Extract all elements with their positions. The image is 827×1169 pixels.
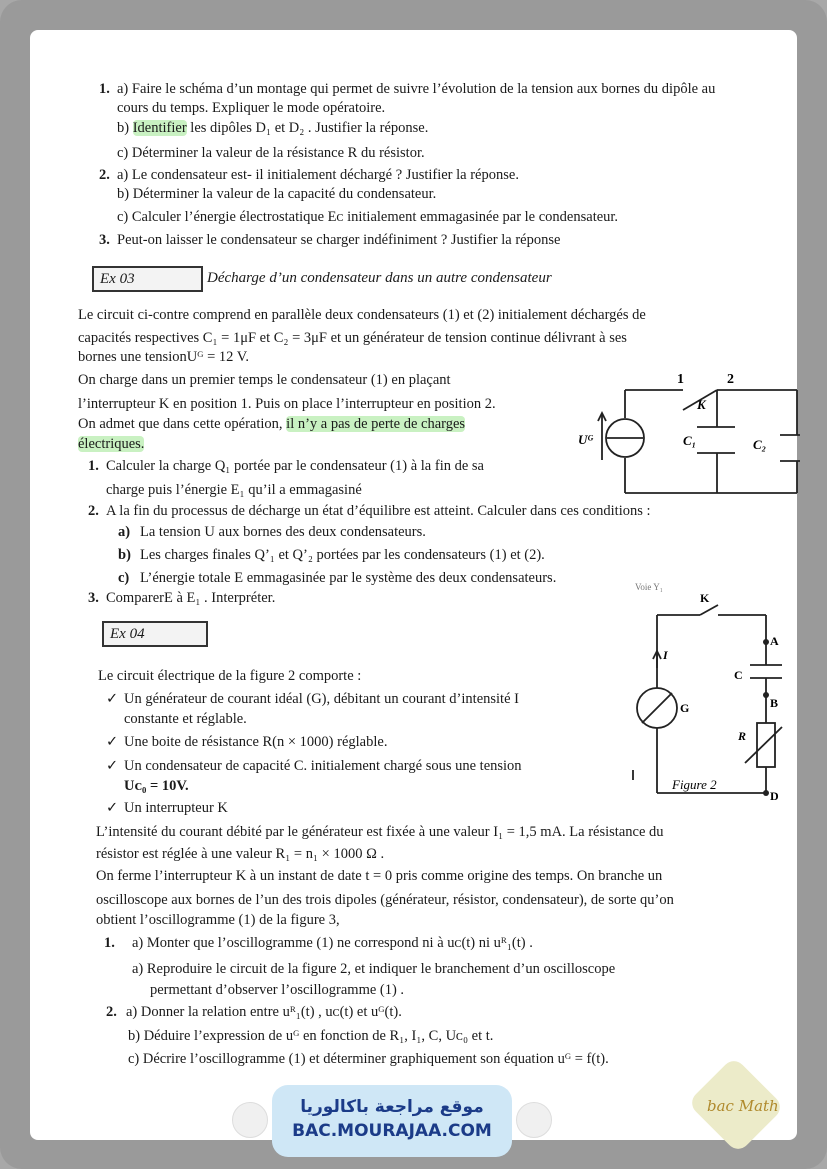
ex03-p7 [78, 435, 144, 453]
ex04-q1a: a) Monter que l’oscillogramme (1) ne correspond ni à uᴄ(t) ni uᴿ₁(t) . [132, 935, 533, 951]
ex04-figure-d: D [770, 789, 779, 803]
footer-right-logo [516, 1102, 552, 1138]
footer-arabic-title: موقع مراجعة باكالوريا [300, 1097, 484, 1117]
ex04-figure-i: I [663, 648, 668, 662]
highlighted-text: électriques. [78, 436, 145, 452]
ex03-circuit-c1: C₁ [683, 433, 697, 448]
ex03-q2a: La tension U aux bornes des deux condensateurs. [140, 524, 426, 540]
part1-q2-number: 2. [99, 167, 110, 183]
ex03-p3: bornes une tensionUᴳ = 12 V. [78, 349, 249, 365]
ex04-figure-caption: Figure 2 [672, 777, 717, 792]
ex03-label-box [92, 266, 203, 292]
ex03-circuit-pos1: 1 [677, 372, 684, 387]
footer-site-link[interactable]: BAC.MOURAJAA.COM [292, 1121, 492, 1141]
ex03-q2c: L’énergie totale E emmagasinée par le système des deux condensateurs. [140, 570, 557, 586]
ex04-q2c: c) Décrire l’oscillogramme (1) et déterminer graphiquement son équation uᴳ = f(t). [128, 1051, 609, 1067]
part1-q2a: a) Le condensateur est- il initialement déchargé ? Justifier la réponse. [117, 167, 519, 183]
ex03-q3: ComparerE à E₁ . Interpréter. [106, 590, 276, 606]
ex04-item2-check: ✓ [106, 734, 119, 750]
ex03-title: Décharge d’un condensateur dans un autre condensateur [207, 270, 552, 286]
ex04-figure-k: K [700, 591, 710, 605]
ex04-q2-number: 2. [106, 1004, 117, 1020]
part1-q2c: c) Calculer l’énergie électrostatique Eᴄ initialement emmagasinée par le condensateur. [117, 209, 619, 225]
part1-q3-number: 3. [99, 232, 110, 248]
ex04-figure-a: A [770, 634, 779, 648]
ex03-q2-number: 2. [88, 503, 99, 519]
ex04-intro: Le circuit électrique de la figure 2 comporte : [98, 668, 362, 684]
ex04-label-box [102, 621, 208, 647]
part1-q2b: b) Déterminer la valeur de la capacité du condensateur. [117, 186, 437, 202]
ex03-p6 [78, 415, 465, 433]
ex04-q2b: b) Déduire l’expression de uᴳ en fonction de R₁, I₁, C, Uᴄ₀ et t. [128, 1028, 494, 1044]
ex04-p5: obtient l’oscillogramme (1) de la figure 3, [96, 912, 340, 928]
ex03-p2: capacités respectives C₁ = 1μF et C₂ = 3μF et un générateur de tension continue délivrant à ses [78, 330, 627, 346]
part1-q1-number: 1. [99, 81, 110, 97]
part1-q1a: a) Faire le schéma d’un montage qui permet de suivre l’évolution de la tension aux bornes du dipôle au [117, 81, 716, 97]
ex04-p4: oscilloscope aux bornes de l’un des trois dipoles (générateur, résistor, condensateur), de sorte qu’on [96, 892, 674, 908]
ex03-q3-number: 3. [88, 590, 99, 606]
part1-q1b-post: les dipôles D₁ et D₂ . Justifier la réponse. [186, 120, 429, 136]
ex04-p3: On ferme l’interrupteur K à un instant de date t = 0 pris comme origine des temps. On branche un [96, 868, 663, 884]
ex04-item3a: Un condensateur de capacité C. initialement chargé sous une tension [124, 758, 522, 774]
bacmath-logo-text: bac Math [707, 1097, 779, 1115]
ex03-q2b: Les charges finales Q’₁ et Q’₂ portées par les condensateurs (1) et (2). [140, 547, 545, 563]
ex04-label: Ex 04 [110, 626, 145, 642]
ex04-figure-r: R [738, 729, 747, 743]
ex04-item1a: Un générateur de courant idéal (G), débitant un courant d’intensité I [124, 691, 519, 707]
ex04-item4: Un interrupteur K [124, 800, 228, 816]
ex04-figure-c: C [734, 668, 743, 682]
ex03-p1: Le circuit ci-contre comprend en parallèle deux condensateurs (1) et (2) initialement déchargés de [78, 307, 646, 323]
ex03-label: Ex 03 [100, 271, 135, 287]
highlighted-text: Identifier [132, 120, 187, 136]
ex03-q1b: charge puis l’énergie E₁ qu’il a emmagasiné [106, 482, 362, 498]
part1-q1c: c) Déterminer la valeur de la résistance R du résistor. [117, 145, 425, 161]
ex04-item3b: Uᴄ₀ = 10V. [124, 778, 189, 794]
part1-q1a-cont: cours du temps. Expliquer le mode opératoire. [117, 100, 386, 116]
ex03-q1a: Calculer la charge Q₁ portée par le condensateur (1) à la fin de sa [106, 458, 484, 474]
ex04-q1b: a) Reproduire le circuit de la figure 2, et indiquer le branchement d’un oscilloscope [132, 961, 616, 977]
ex04-p2: résistor est réglée à une valeur R₁ = n₁ × 1000 Ω . [96, 846, 385, 862]
ex03-q2a-label: a) [118, 524, 131, 540]
part1-q1b-pre: b) [117, 120, 133, 136]
ex04-figure-g: G [680, 701, 690, 715]
ex03-circuit-ug: Uᴳ [578, 432, 593, 447]
ex03-circuit-k: K [697, 397, 706, 412]
ex03-circuit-pos2: 2 [727, 372, 734, 387]
ex03-p5: l’interrupteur K en position 1. Puis on place l’interrupteur en position 2. [78, 396, 496, 412]
highlighted-text: il n’y a pas de perte de charges [286, 416, 466, 432]
ex04-q1-number: 1. [104, 935, 115, 951]
ex04-q2a: a) Donner la relation entre uᴿ₁(t) , uᴄ(t) et uᴳ(t). [126, 1004, 402, 1020]
ex04-item1b: constante et réglable. [124, 711, 247, 727]
ex03-p4: On charge dans un premier temps le condensateur (1) en plaçant [78, 372, 451, 388]
part1-q1b [117, 119, 428, 137]
ex03-q2b-label: b) [118, 547, 131, 563]
ex03-q1-number: 1. [88, 458, 99, 474]
ex04-figure-note: Voie Y₁ [635, 582, 663, 592]
ex04-item1-check: ✓ [106, 691, 119, 707]
ex04-item4-check: ✓ [106, 800, 119, 816]
ex04-item2: Une boite de résistance R(n × 1000) réglable. [124, 734, 388, 750]
ex03-q2c-label: c) [118, 570, 130, 586]
part1-q3: Peut-on laisser le condensateur se charger indéfiniment ? Justifier la réponse [117, 232, 561, 248]
ex03-circuit-c2: C₂ [753, 437, 767, 452]
footer-banner[interactable] [272, 1085, 512, 1157]
ex04-q1b-cont: permettant d’observer l’oscillogramme (1) . [150, 982, 405, 998]
ex04-p1: L’intensité du courant débité par le générateur est fixée à une valeur I₁ = 1,5 mA. La résistance du [96, 824, 664, 840]
ex04-figure-b: B [770, 696, 779, 710]
ex04-figure2-diagram [600, 575, 795, 805]
ex03-circuit-diagram [575, 365, 800, 500]
footer-left-logo [232, 1102, 268, 1138]
ex03-p6-pre: On admet que dans cette opération, [78, 416, 287, 432]
ex04-item3-check: ✓ [106, 758, 119, 774]
ex03-q2: A la fin du processus de décharge un état d’équilibre est atteint. Calculer dans ces conditions : [106, 503, 651, 519]
